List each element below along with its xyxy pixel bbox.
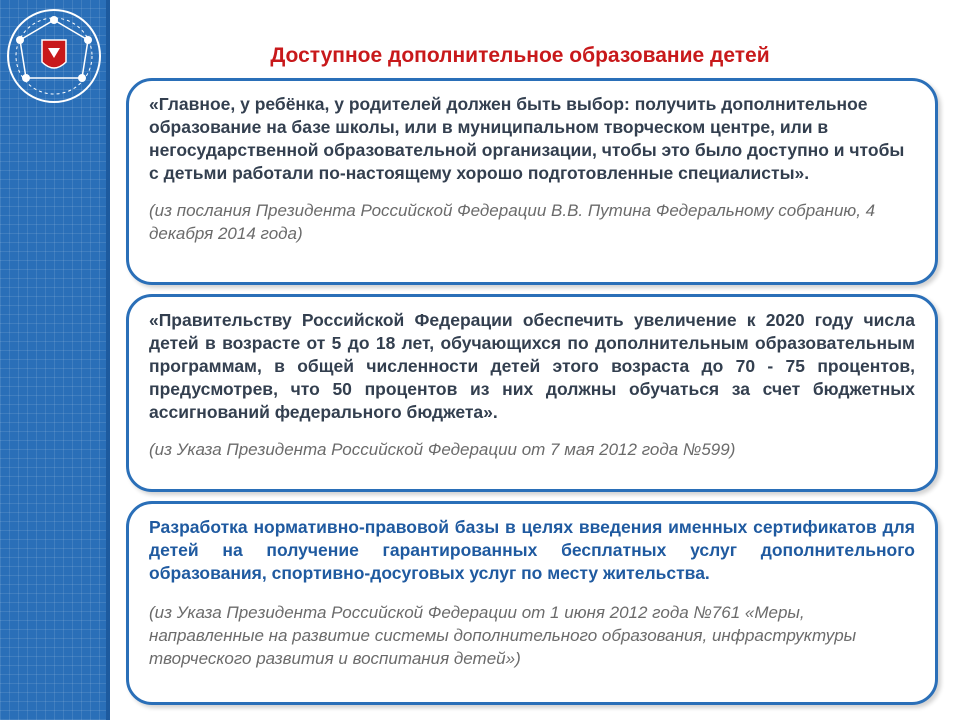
quote-text: «Главное, у ребёнка, у родителей должен быть выбор: получить дополнительное образование на базе школы, или в муниципальном творческом центре, или в негосударственной образовательной организации, чтобы это было доступно и чтобы с детьми работали по-настоящему хорошо подготовленные специалисты». xyxy=(149,94,905,183)
quote-text: Разработка нормативно-правовой базы в целях введения именных сертификатов для детей на получение гарантированных бесплатных услуг дополнительного образования, спортивно-досуговых услуг по месту жительства. xyxy=(149,517,915,583)
quote-card-decree-599 xyxy=(126,294,938,492)
slide-title: Доступное дополнительное образование детей xyxy=(270,44,770,67)
regional-emblem-icon xyxy=(4,6,104,106)
quote-text: «Правительству Российской Федерации обеспечить увеличение к 2020 году числа детей в возрасте от 5 до 18 лет, обучающихся по дополнительным образовательным программам, в общей численности детей этого возраста до 70 - 75 процентов, предусмотрев, что 50 процентов из них должны обучаться за счет бюджетных ассигнований федерального бюджета». xyxy=(149,310,915,422)
quote-card-decree-761 xyxy=(126,501,938,705)
sidebar-divider xyxy=(106,0,110,720)
sidebar xyxy=(0,0,108,720)
quote-source: (из Указа Президента Российской Федерации от 7 мая 2012 года №599) xyxy=(149,440,736,459)
quote-card-putin xyxy=(126,78,938,285)
quote-source: (из послания Президента Российской Федерации В.В. Путина Федеральному собранию, 4 декабря 2014 года) xyxy=(149,201,876,243)
quote-source: (из Указа Президента Российской Федерации от 1 июня 2012 года №761 «Меры, направленные на развитие системы дополнительного образования, инфраструктуры творческого развития и воспитания детей») xyxy=(149,603,857,668)
